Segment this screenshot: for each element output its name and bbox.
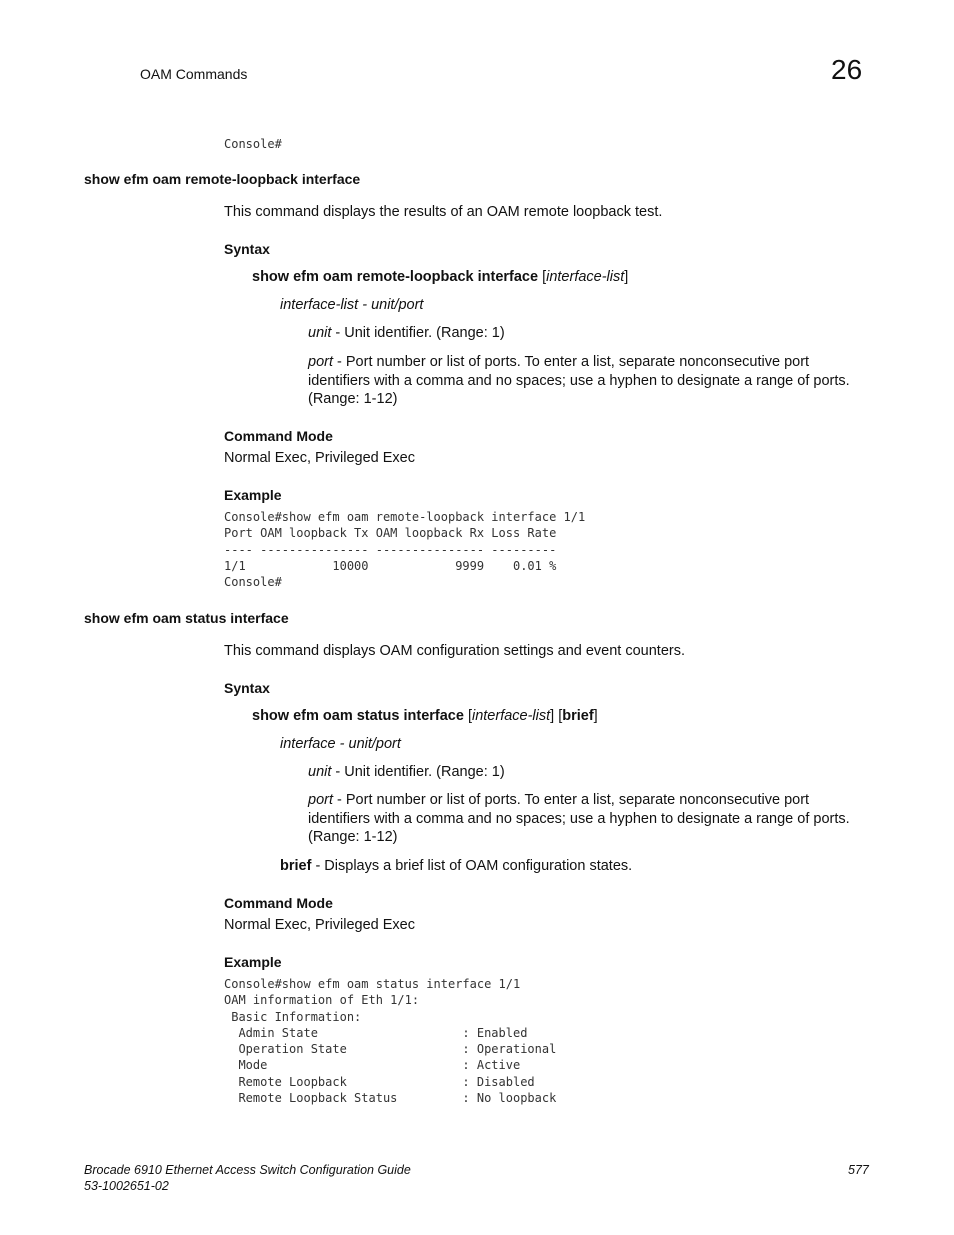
port-text: - Port number or list of ports. To enter a list, separate nonconsecutive port identifiers with a comma and no spaces; use a hyphen to designate a range of ports. (Range: 1-12) [308, 354, 850, 407]
running-header: OAM Commands [140, 66, 248, 82]
footer-doc-number: 53-1002651-02 [84, 1179, 169, 1193]
parameter-separator: - [335, 736, 349, 752]
unit-text: - Unit identifier. (Range: 1) [331, 764, 505, 780]
command-heading-remote-loopback: show efm oam remote-loopback interface [84, 171, 361, 187]
parameter-name: interface [280, 736, 336, 752]
footer-title: Brocade 6910 Ethernet Access Switch Configuration Guide [84, 1163, 411, 1177]
unit-description [308, 324, 505, 343]
unit-description [308, 763, 505, 782]
syntax-option: brief [562, 708, 594, 724]
command-mode-label: Command Mode [224, 895, 333, 911]
parameter-line [280, 735, 401, 754]
unit-label: unit [308, 764, 332, 780]
brief-text: - Displays a brief list of OAM configuration states. [311, 858, 633, 874]
syntax-command: show efm oam remote-loopback interface [252, 269, 539, 285]
parameter-separator: - [358, 297, 372, 313]
syntax-label: Syntax [224, 241, 270, 257]
command-mode-label: Command Mode [224, 428, 333, 444]
parameter-value: unit/port [348, 736, 401, 752]
port-description [308, 353, 868, 409]
parameter-value: unit/port [371, 297, 424, 313]
syntax-command: show efm oam status interface [252, 708, 464, 724]
command-mode-value: Normal Exec, Privileged Exec [224, 917, 415, 933]
port-text: - Port number or list of ports. To enter a list, separate nonconsecutive port identifiers with a comma and no spaces; use a hyphen to designate a range of ports. (Range: 1-12) [308, 792, 850, 845]
port-description [308, 791, 868, 847]
syntax-argument: interface-list [471, 708, 551, 724]
brief-description [280, 857, 632, 876]
description-status: This command displays OAM configuration settings and event counters. [224, 643, 686, 659]
chapter-number: 26 [831, 54, 863, 85]
footer-page-number: 577 [848, 1163, 869, 1177]
parameter-name: interface-list [280, 297, 359, 313]
command-heading-status: show efm oam status interface [84, 610, 289, 626]
unit-text: - Unit identifier. (Range: 1) [331, 325, 505, 341]
syntax-argument: interface-list [546, 269, 625, 285]
brief-label: brief [280, 858, 312, 874]
example-label: Example [224, 954, 282, 970]
example-code-remote-loopback: Console#show efm oam remote-loopback interface 1/1 Port OAM loopback Tx OAM loopback Rx Loss Rate ---- --------------- --------------- --------- 1/1 10000 9999 0.01 % Console# [224, 510, 586, 590]
example-label: Example [224, 487, 282, 503]
syntax-line: show efm oam remote-loopback interface [interface-list] [252, 269, 629, 285]
syntax-label: Syntax [224, 680, 270, 696]
code-console-prompt: Console# [224, 137, 282, 151]
unit-label: unit [308, 325, 332, 341]
parameter-line [280, 296, 423, 315]
command-mode-value: Normal Exec, Privileged Exec [224, 450, 415, 466]
description-remote-loopback: This command displays the results of an OAM remote loopback test. [224, 204, 663, 220]
syntax-line: show efm oam status interface [interface-list] [brief] [252, 708, 598, 724]
port-label: port [308, 354, 333, 370]
example-code-status: Console#show efm oam status interface 1/1 OAM information of Eth 1/1: Basic Information: Admin State : Enabled Operation State : Operational Mode : Active Remote Loopback : Disabled Remote Loopback Status : No loopback [224, 977, 557, 1106]
port-label: port [308, 792, 333, 808]
